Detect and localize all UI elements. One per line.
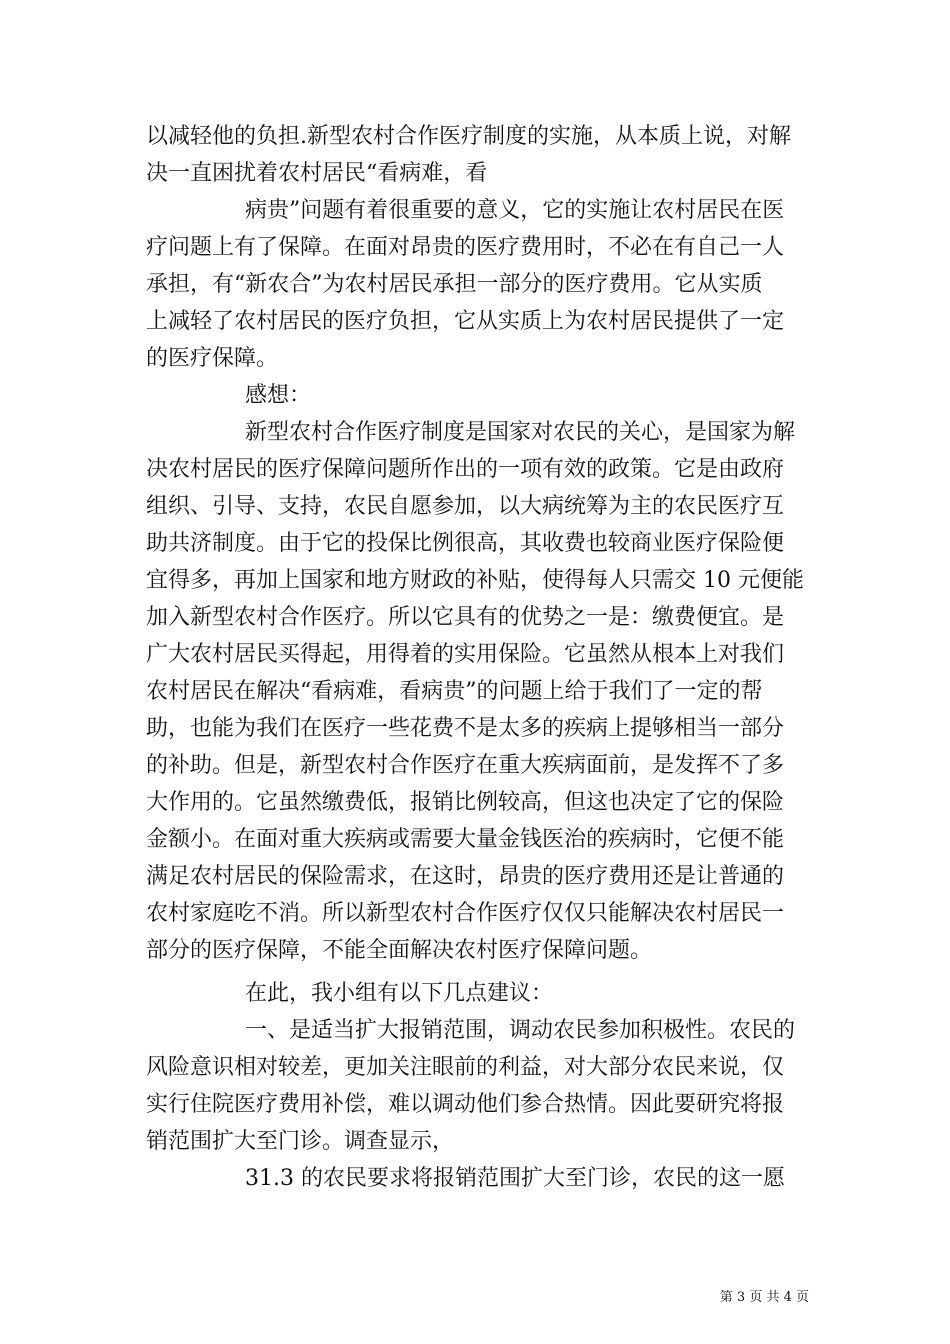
text-line: 以减轻他的负担.新型农村合作医疗制度的实施，从本质上说，对解 — [146, 124, 791, 149]
text-line: 上减轻了农村居民的医疗负担，它从实质上为农村居民提供了一定 — [146, 309, 785, 334]
text-line: 新型农村合作医疗制度是国家对农民的关心，是国家为解 — [245, 420, 796, 445]
text-line: 大作用的。它虽然缴费低，报销比例较高，但这也决定了它的保险 — [146, 790, 785, 815]
text-line: 风险意识相对较差，更加关注眼前的利益，对大部分农民来说，仅 — [146, 1055, 785, 1080]
text-line: 组织、引导、支持，农民自愿参加，以大病统筹为主的农民医疗互 — [146, 494, 785, 519]
text-line: 金额小。在面对重大疾病或需要大量金钱医治的疾病时，它便不能 — [146, 827, 785, 852]
text-line: 31.3 的农民要求将报销范围扩大至门诊，农民的这一愿 — [245, 1166, 785, 1191]
text-line: 农村居民在解决“看病难，看病贵”的问题上给于我们了一定的帮 — [146, 679, 763, 704]
text-line: 助共济制度。由于它的投保比例很高，其收费也较商业医疗保险便 — [146, 531, 785, 556]
text-line: 助，也能为我们在医疗一些花费不是太多的疾病上提够相当一部分 — [146, 716, 785, 741]
page-number: 第 3 页 共 4 页 — [719, 1290, 809, 1305]
text-line: 农村家庭吃不消。所以新型农村合作医疗仅仅只能解决农村居民一 — [146, 901, 785, 926]
text-line: 决一直困扰着农村居民“看病难，看 — [146, 161, 488, 186]
text-line: 实行住院医疗费用补偿，难以调动他们参合热情。因此要研究将报 — [146, 1092, 785, 1117]
text-line: 的医疗保障。 — [146, 346, 279, 371]
text-line: 宜得多，再加上国家和地方财政的补贴，使得每人只需交 10 元便能 — [146, 568, 804, 593]
text-line: 一、是适当扩大报销范围，调动农民参加积极性。农民的 — [245, 1018, 796, 1043]
text-line: 加入新型农村合作医疗。所以它具有的优势之一是：缴费便宜。是 — [146, 605, 785, 630]
text-line: 的补助。但是，新型农村合作医疗在重大疾病面前，是发挥不了多 — [146, 753, 785, 778]
text-line: 广大农村居民买得起，用得着的实用保险。它虽然从根本上对我们 — [146, 642, 785, 667]
text-line: 承担，有“新农合”为农村居民承担一部分的医疗费用。它从实质 — [146, 272, 763, 297]
text-line: 在此，我小组有以下几点建议： — [245, 981, 554, 1006]
text-line: 疗问题上有了保障。在面对昂贵的医疗费用时，不必在有自己一人 — [146, 235, 785, 260]
text-line: 部分的医疗保障，不能全面解决农村医疗保障问题。 — [146, 938, 653, 963]
section-heading: 感想： — [245, 383, 312, 408]
text-line: 满足农村居民的保险需求，在这时，昂贵的医疗费用还是让普通的 — [146, 864, 785, 889]
text-line: 病贵”问题有着很重要的意义，它的实施让农村居民在医 — [245, 198, 785, 223]
text-line: 决农村居民的医疗保障问题所作出的一项有效的政策。它是由政府 — [146, 457, 785, 482]
text-line: 销范围扩大至门诊。调查显示， — [146, 1129, 455, 1154]
